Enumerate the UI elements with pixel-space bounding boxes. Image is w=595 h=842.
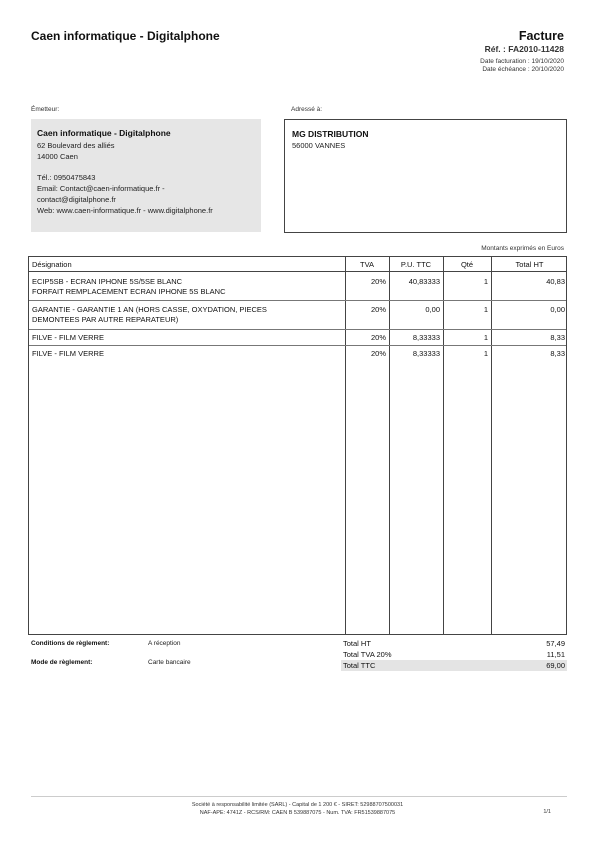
totals-block bbox=[341, 638, 567, 671]
document-title: Facture bbox=[518, 29, 564, 43]
sender-website: Web: www.caen-informatique.fr - www.digitalphone.fr bbox=[37, 206, 213, 215]
table-row bbox=[29, 272, 566, 300]
line-quantity: 1 bbox=[483, 277, 488, 286]
line-designation: FILVE - FILM VERRE bbox=[32, 349, 104, 358]
invoice-date: Date facturation : 19/10/2020 bbox=[480, 58, 564, 65]
footer-divider bbox=[31, 796, 567, 797]
sender-email: Email: Contact@caen-informatique.fr - bbox=[37, 184, 165, 193]
footer-registration-line: NAF-APE: 4741Z - RCS/RM: CAEN B 539887075 - Num. TVA: FR51539887075 bbox=[199, 810, 396, 816]
invoice-lines-table bbox=[28, 256, 567, 635]
sender-label: Émetteur: bbox=[31, 106, 60, 113]
column-header-quantity: Qté bbox=[460, 260, 474, 269]
company-name: Caen informatique - Digitalphone bbox=[31, 29, 220, 43]
footer-legal-line: Société à responsabilité limitée (SARL) - Capital de 1 200 € - SIRET: 52988707500031 bbox=[191, 802, 404, 808]
table-row bbox=[29, 330, 566, 345]
invoice-reference: Réf. : FA2010-11428 bbox=[484, 44, 564, 54]
line-tva: 20% bbox=[370, 305, 386, 314]
line-unit-price: 0,00 bbox=[425, 305, 440, 314]
line-tva: 20% bbox=[370, 333, 386, 342]
recipient-name: MG DISTRIBUTION bbox=[292, 129, 369, 139]
sender-block bbox=[31, 119, 261, 232]
line-designation-detail: FORFAIT REMPLACEMENT ECRAN IPHONE 5S BLANC bbox=[32, 287, 226, 296]
line-tva: 20% bbox=[370, 349, 386, 358]
column-header-total-ht: Total HT bbox=[515, 260, 544, 269]
column-header-designation: Désignation bbox=[32, 260, 72, 269]
line-unit-price: 40,83333 bbox=[408, 277, 440, 286]
line-designation: GARANTIE - GARANTIE 1 AN (HORS CASSE, OXYDATION, PIECES bbox=[32, 305, 267, 314]
total-ttc-row bbox=[341, 660, 567, 671]
total-tva-row bbox=[341, 649, 567, 660]
currency-note: Montants exprimés en Euros bbox=[481, 245, 564, 252]
sender-email-continued: contact@digitalphone.fr bbox=[37, 195, 116, 204]
line-tva: 20% bbox=[370, 277, 386, 286]
sender-address-city: 14000 Caen bbox=[37, 152, 78, 161]
due-date: Date échéance : 20/10/2020 bbox=[482, 66, 564, 73]
payment-terms-label: Conditions de règlement: bbox=[31, 640, 110, 647]
line-designation-detail: DEMONTEES PAR AUTRE REPARATEUR) bbox=[32, 315, 179, 324]
line-quantity: 1 bbox=[483, 333, 488, 342]
recipient-block bbox=[284, 119, 567, 233]
sender-phone: Tél.: 0950475843 bbox=[37, 173, 96, 182]
line-designation: ECIP5SB - ECRAN IPHONE 5S/5SE BLANC bbox=[32, 277, 183, 286]
payment-mode-value: Carte bancaire bbox=[148, 659, 191, 666]
total-ht-label: Total HT bbox=[343, 639, 371, 648]
total-ht-value: 57,49 bbox=[546, 639, 565, 648]
table-row bbox=[29, 346, 566, 361]
total-ht-row bbox=[341, 638, 567, 649]
payment-terms-value: A réception bbox=[148, 640, 181, 647]
total-tva-value: 11,51 bbox=[546, 650, 565, 659]
total-ttc-value: 69,00 bbox=[546, 661, 565, 670]
recipient-label: Adressé à: bbox=[291, 106, 323, 113]
line-total-ht: 40,83 bbox=[546, 277, 565, 286]
sender-name: Caen informatique - Digitalphone bbox=[37, 128, 171, 138]
sender-address-street: 62 Boulevard des alliés bbox=[37, 141, 115, 150]
column-header-tva: TVA bbox=[359, 260, 375, 269]
line-quantity: 1 bbox=[483, 305, 488, 314]
total-ttc-label: Total TTC bbox=[343, 661, 376, 670]
line-total-ht: 8,33 bbox=[550, 349, 565, 358]
table-row bbox=[29, 301, 566, 329]
page-number: 1/1 bbox=[543, 809, 551, 815]
payment-mode-label: Mode de règlement: bbox=[31, 659, 93, 666]
line-unit-price: 8,33333 bbox=[412, 349, 440, 358]
line-total-ht: 8,33 bbox=[550, 333, 565, 342]
line-quantity: 1 bbox=[483, 349, 488, 358]
line-unit-price: 8,33333 bbox=[412, 333, 440, 342]
line-total-ht: 0,00 bbox=[550, 305, 565, 314]
line-designation: FILVE - FILM VERRE bbox=[32, 333, 104, 342]
recipient-city: 56000 VANNES bbox=[292, 141, 346, 150]
total-tva-label: Total TVA 20% bbox=[343, 650, 392, 659]
column-header-unit-price: P.U. TTC bbox=[400, 260, 432, 269]
